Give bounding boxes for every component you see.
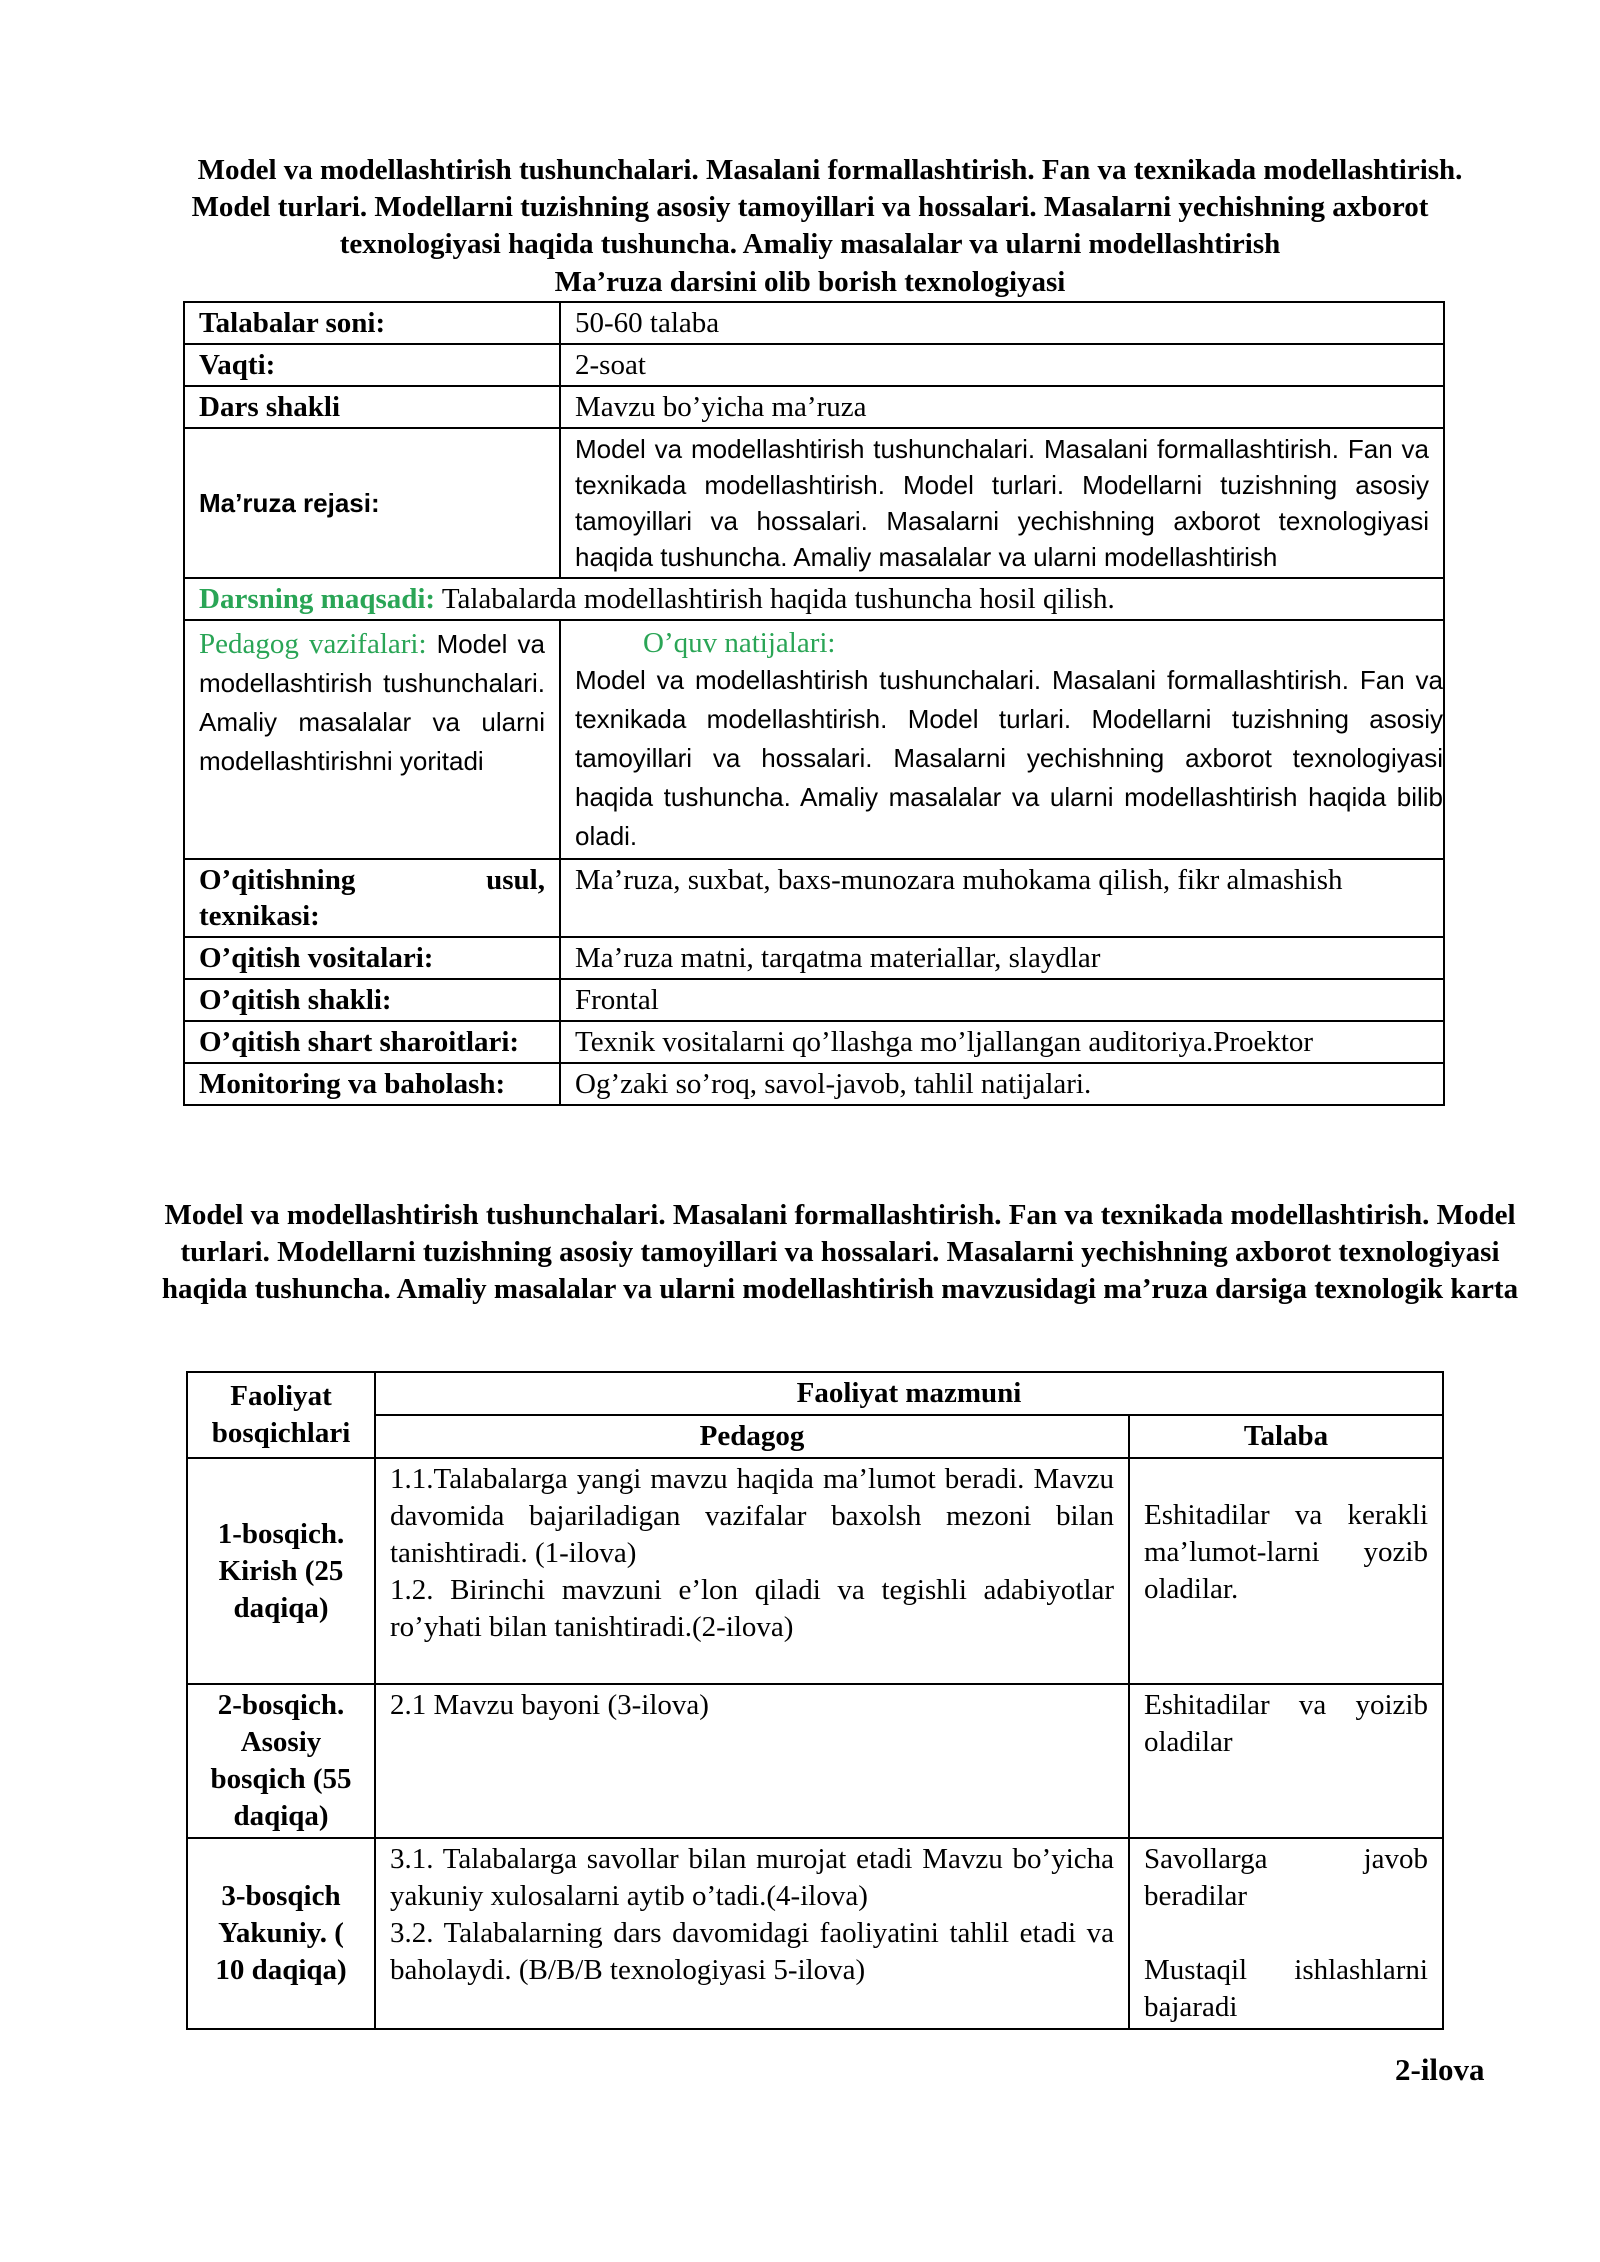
mode-label: O’qitish shakli: — [184, 979, 560, 1021]
goal-value: Talabalarda modellashtirish haqida tushuncha hosil qilish. — [441, 583, 1115, 615]
table-row — [184, 979, 1444, 1021]
form-label: Dars shakli — [184, 386, 560, 428]
lecture-info-table — [183, 301, 1445, 1106]
talaba-cell — [1129, 1458, 1443, 1684]
table-header-row — [187, 1372, 1443, 1415]
techcard-table — [186, 1371, 1444, 2030]
talaba-cell — [1129, 1684, 1443, 1838]
outcomes-value: Model va modellashtirish tushunchalari. Masalani formallashtirish. Fan va texnikada modellashtirish. Model turlari. Modellarni tuzishning asosiy tamoyillari va hossalari. Masalarni yechishning axborot texnologiyasi haqida tushuncha. Amaliy masalalar va ularni modellashtirish haqida bilib oladi. — [575, 665, 1443, 851]
table-row — [184, 620, 1444, 859]
pedagog-item: 3.1. Talabalarga savollar bilan murojat etadi Mavzu bo’yicha yakuniy xulosalarni aytib o’tadi.(4-ilova) — [390, 1843, 1114, 1912]
header-pedagog: Pedagog — [375, 1415, 1129, 1458]
tasks-value: Model va modellashtirish tushunchalari. Amaliy masalalar va ularni modellashtirishni yoritadi — [199, 629, 546, 776]
monitoring-value: Og’zaki so’roq, savol-javob, tahlil natijalari. — [560, 1063, 1444, 1105]
tasks-label: Pedagog vazifalari: — [199, 628, 427, 660]
table-row — [184, 386, 1444, 428]
talaba-item: Savollarga javob beradilar — [1144, 1843, 1428, 1912]
tasks-cell — [184, 620, 560, 859]
table-row — [184, 344, 1444, 386]
plan-label: Ma’ruza rejasi: — [184, 428, 560, 578]
talaba-cell — [1129, 1838, 1443, 2029]
students-value: 50-60 talaba — [560, 302, 1444, 344]
stage-cell: 2-bosqich. Asosiy bosqich (55 daqiqa) — [187, 1684, 375, 1838]
goal-cell — [184, 578, 1444, 620]
pedagog-cell — [375, 1684, 1129, 1838]
outcomes-label: O’quv natijalari: — [643, 627, 836, 659]
pedagog-item: 1.1.Talabalarga yangi mavzu haqida ma’lumot beradi. Mavzu davomida bajariladigan vazifalar baxolsh mezoni bilan tanishtiradi. (1-ilova) — [390, 1463, 1114, 1569]
pedagog-item: 2.1 Mavzu bayoni (3-ilova) — [390, 1689, 709, 1721]
goal-label: Darsning maqsadi: — [199, 583, 436, 615]
time-value: 2-soat — [560, 344, 1444, 386]
table-row — [184, 859, 1444, 937]
table-row — [184, 937, 1444, 979]
students-label: Talabalar soni: — [184, 302, 560, 344]
table-row — [184, 428, 1444, 578]
lecture-title — [140, 152, 1480, 263]
pedagog-item: 3.2. Talabalarning dars davomidagi faoliyatini tahlil etadi va baholaydi. (B/B/B texnologiyasi 5-ilova) — [390, 1917, 1114, 1986]
techcard-title: Model va modellashtirish tushunchalari. Masalani formallashtirish. Fan va texnikada modellashtirish. Model turlari. Modellarni tuzishning asosiy tamoyillari va hossalari. Masalarni yechishning axborot texnologiyasi haqida tushuncha. Amaliy masalalar va ularni modellashtirish mavzusidagi ma’ruza darsiga texnologik karta — [161, 1199, 1519, 1305]
outcomes-cell — [560, 620, 1444, 859]
tools-label: O’qitish vositalari: — [184, 937, 560, 979]
mode-value: Frontal — [560, 979, 1444, 1021]
table-row — [187, 1684, 1443, 1838]
pedagog-cell — [375, 1838, 1129, 2029]
conditions-label: O’qitish shart sharoitlari: — [184, 1021, 560, 1063]
table-header-row — [187, 1415, 1443, 1458]
pedagog-item: 1.2. Birinchi mavzuni e’lon qiladi va tegishli adabiyotlar ro’yhati bilan tanishtiradi.(2-ilova) — [390, 1574, 1114, 1643]
tools-value: Ma’ruza matni, tarqatma materiallar, slaydlar — [560, 937, 1444, 979]
table-row — [184, 1063, 1444, 1105]
monitoring-label: Monitoring va baholash: — [184, 1063, 560, 1105]
table-row — [184, 578, 1444, 620]
table-row — [187, 1458, 1443, 1684]
conditions-value: Texnik vositalarni qo’llashga mo’ljallangan auditoriya.Proektor — [560, 1021, 1444, 1063]
method-value: Ma’ruza, suxbat, baxs-munozara muhokama qilish, fikr almashish — [560, 859, 1444, 937]
stage-cell: 3-bosqich Yakuniy. ( 10 daqiqa) — [187, 1838, 375, 2029]
plan-value: Model va modellashtirish tushunchalari. Masalani formallashtirish. Fan va texnikada modellashtirish. Model turlari. Modellarni tuzishning asosiy tamoyillari va hossalari. Masalarni yechishning axborot texnologiyasi haqida tushuncha. Amaliy masalalar va ularni modellashtirish — [560, 428, 1444, 578]
form-value: Mavzu bo’yicha ma’ruza — [560, 386, 1444, 428]
table-row — [187, 1838, 1443, 2029]
header-talaba: Talaba — [1129, 1415, 1443, 1458]
lecture-title-text: Model va modellashtirish tushunchalari. Masalani formallashtirish. Fan va texnikada modellashtirish. Model turlari. Modellarni tuzishning asosiy tamoyillari va hossalari. Masalarni yechishning axborot texnologiyasi haqida tushuncha. Amaliy masalalar va ularni modellashtirish — [191, 154, 1463, 260]
pedagog-cell — [375, 1458, 1129, 1684]
header-content: Faoliyat mazmuni — [375, 1372, 1443, 1415]
table-row — [184, 1021, 1444, 1063]
talaba-item: Mustaqil ishlashlarni bajaradi — [1144, 1954, 1428, 2023]
talaba-item: Eshitadilar va yoizib oladilar — [1144, 1689, 1428, 1758]
lecture-subtitle: Ma’ruza darsini olib borish texnologiyasi — [554, 266, 1066, 298]
talaba-item: Eshitadilar va kerakli ma’lumot-larni yozib oladilar. — [1144, 1498, 1428, 1605]
method-label: O’qitishning usul, texnikasi: — [184, 859, 560, 937]
stage-cell: 1-bosqich. Kirish (25 daqiqa) — [187, 1458, 375, 1684]
appendix-label: 2-ilova — [1395, 2052, 1485, 2087]
table-row — [184, 302, 1444, 344]
time-label: Vaqti: — [184, 344, 560, 386]
header-stages: Faoliyat bosqichlari — [187, 1372, 375, 1458]
